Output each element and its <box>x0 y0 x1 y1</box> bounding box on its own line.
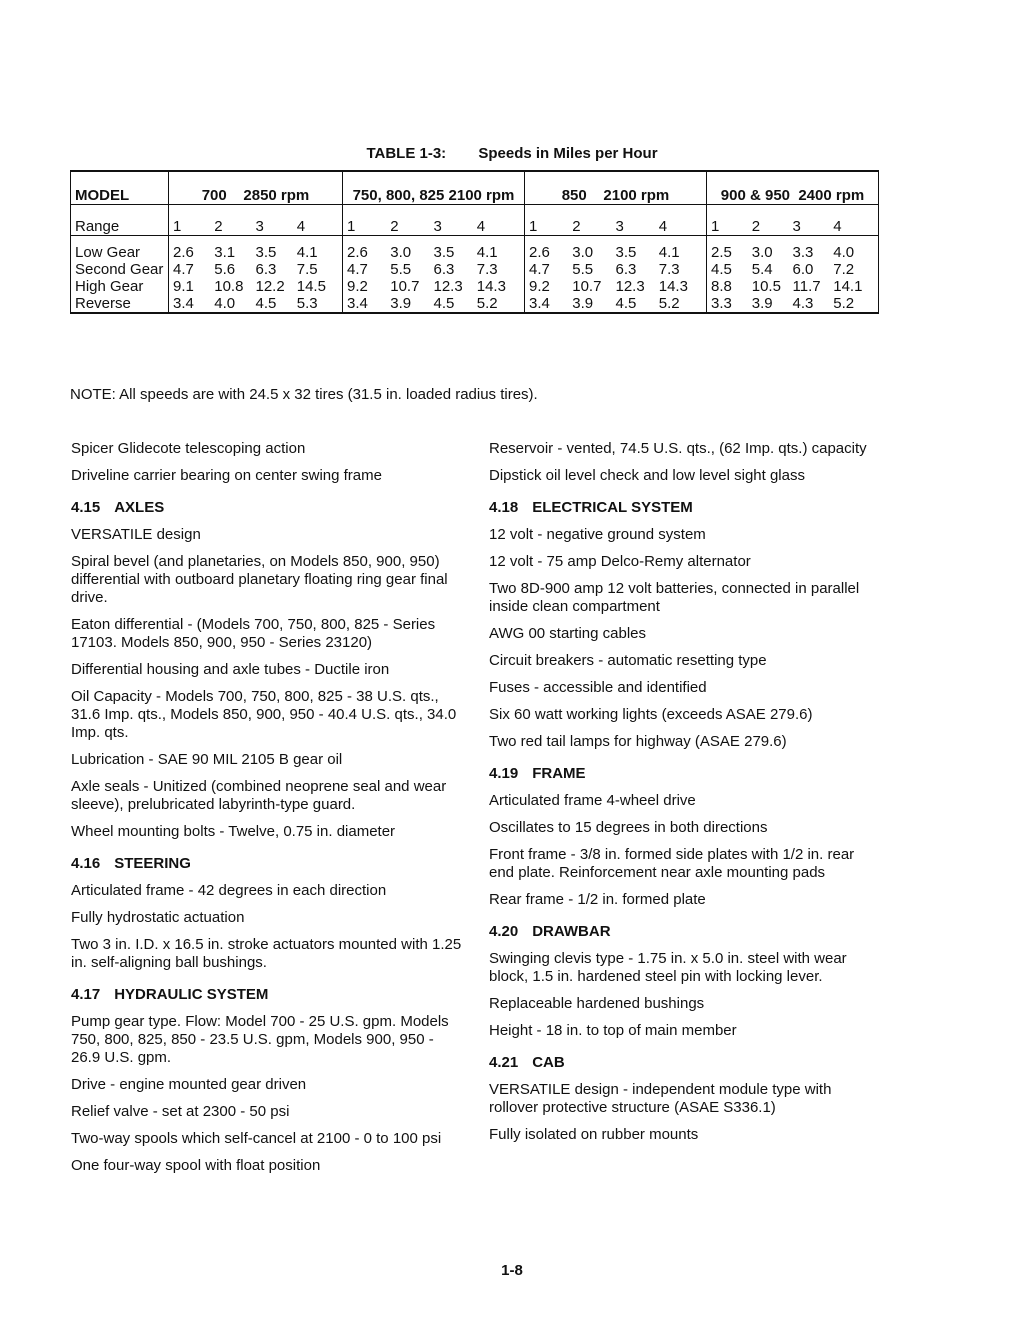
section-title: DRAWBAR <box>532 923 611 940</box>
paragraph: Fuses - accessible and identified <box>489 679 707 696</box>
value-group <box>343 244 525 261</box>
speed-value: 3.0 <box>751 244 773 261</box>
speed-value: 14.1 <box>833 278 863 295</box>
section-title: STEERING <box>114 855 191 872</box>
range-row <box>71 205 879 236</box>
speed-value: 3.9 <box>751 295 773 312</box>
speed-value: 5.2 <box>658 295 680 312</box>
section-heading <box>71 986 463 1004</box>
table-note: NOTE: All speeds are with 24.5 x 32 tires (31.5 in. loaded radius tires). <box>70 386 538 403</box>
paragraph: 12 volt - negative ground system <box>489 526 706 543</box>
paragraph: Circuit breakers - automatic resetting type <box>489 652 767 669</box>
speed-value: 4.7 <box>529 261 550 278</box>
range-value: 3 <box>792 218 801 235</box>
speeds-table <box>70 170 879 314</box>
section-title: AXLES <box>114 499 165 516</box>
speed-value: 4.5 <box>255 295 277 312</box>
paragraph: Replaceable hardened bushings <box>489 995 705 1012</box>
paragraph: Six 60 watt working lights (exceeds ASAE 279.6) <box>489 706 813 723</box>
range-group <box>525 205 707 236</box>
section-heading <box>71 855 463 873</box>
value-group <box>525 295 707 313</box>
speed-value: 5.2 <box>833 295 855 312</box>
paragraph: Height - 18 in. to top of main member <box>489 1022 737 1039</box>
speed-value: 4.0 <box>214 295 236 312</box>
speed-value: 7.5 <box>296 261 318 278</box>
speed-value: 3.5 <box>433 244 455 261</box>
speed-value: 3.4 <box>529 295 550 312</box>
range-group <box>707 205 879 236</box>
speed-value: 5.6 <box>214 261 236 278</box>
speed-value: 2.6 <box>529 244 550 261</box>
section-heading <box>71 499 463 517</box>
speed-value: 3.9 <box>390 295 412 312</box>
paragraph: Oil Capacity - Models 700, 750, 800, 825 - 38 U.S. qts., 31.6 Imp. qts., Models 850, 900, 950 - 40.4 U.S. qts., 34.0 Imp. qts. <box>71 688 457 741</box>
value-group <box>707 261 879 278</box>
speed-value: 4.0 <box>833 244 855 261</box>
section-heading <box>489 1054 881 1072</box>
range-value: 4 <box>658 218 668 235</box>
speed-value: 4.1 <box>476 244 498 261</box>
paragraph: Pump gear type. Flow: Model 700 - 25 U.S. gpm. Models 750, 800, 825, 850 - 23.5 U.S. gpm, Models 900, 950 - 26.9 U.S. gpm. <box>71 1013 449 1066</box>
column-header: 700 2850 rpm <box>169 171 343 205</box>
section-heading <box>489 923 881 941</box>
speed-value: 5.3 <box>296 295 318 312</box>
range-value: 1 <box>347 218 356 235</box>
speed-value: 9.1 <box>173 278 194 295</box>
paragraph: Lubrication - SAE 90 MIL 2105 B gear oil <box>71 751 343 768</box>
speed-value: 14.3 <box>476 278 506 295</box>
paragraph: Reservoir - vented, 74.5 U.S. qts., (62 Imp. qts.) capacity <box>489 440 867 457</box>
speed-value: 4.1 <box>296 244 318 261</box>
model-header: MODEL <box>71 171 169 205</box>
section-number: 4.16 <box>71 855 101 872</box>
value-group <box>707 278 879 295</box>
paragraph: Spiral bevel (and planetaries, on Models 850, 900, 950) differential with outboard planetary floating ring gear final drive. <box>71 553 448 606</box>
table-row <box>71 295 879 313</box>
column-header: 900 & 950 2400 rpm <box>707 171 879 205</box>
speed-value: 14.3 <box>658 278 688 295</box>
value-group <box>343 261 525 278</box>
paragraph: Fully isolated on rubber mounts <box>489 1126 699 1143</box>
section-number: 4.19 <box>489 765 519 782</box>
section-title: ELECTRICAL SYSTEM <box>532 499 693 516</box>
range-value: 3 <box>433 218 442 235</box>
value-group <box>169 244 343 261</box>
range-value: 3 <box>255 218 264 235</box>
speed-value: 4.7 <box>347 261 368 278</box>
value-group <box>169 278 343 295</box>
speed-value: 3.1 <box>214 244 236 261</box>
speed-value: 9.2 <box>529 278 550 295</box>
speed-value: 3.5 <box>615 244 637 261</box>
table-row <box>71 261 879 278</box>
paragraph: Articulated frame 4-wheel drive <box>489 792 696 809</box>
left-column <box>71 440 463 1184</box>
range-value: 2 <box>390 218 399 235</box>
value-group <box>169 295 343 313</box>
value-group <box>343 278 525 295</box>
speed-value: 5.5 <box>390 261 412 278</box>
section-number: 4.18 <box>489 499 519 516</box>
value-group <box>525 261 707 278</box>
speed-value: 4.5 <box>711 261 732 278</box>
value-group <box>169 261 343 278</box>
section-number: 4.15 <box>71 499 101 516</box>
speed-value: 2.6 <box>347 244 368 261</box>
speed-value: 3.0 <box>390 244 412 261</box>
speed-value: 5.5 <box>572 261 594 278</box>
paragraph: Eaton differential - (Models 700, 750, 800, 825 - Series 17103. Models 850, 900, 950 - Series 23120) <box>71 616 436 651</box>
range-value: 4 <box>296 218 306 235</box>
speed-value: 12.3 <box>433 278 463 295</box>
speed-value: 3.0 <box>572 244 594 261</box>
speed-value: 3.4 <box>347 295 368 312</box>
paragraph: Dipstick oil level check and low level sight glass <box>489 467 805 484</box>
column-header: 750, 800, 825 2100 rpm <box>343 171 525 205</box>
paragraph: Wheel mounting bolts - Twelve, 0.75 in. diameter <box>71 823 396 840</box>
section-number: 4.21 <box>489 1054 519 1071</box>
table-title <box>0 145 1024 162</box>
speed-value: 12.3 <box>615 278 645 295</box>
speed-value: 5.4 <box>751 261 773 278</box>
value-group <box>525 278 707 295</box>
value-group <box>343 295 525 313</box>
range-value: 1 <box>173 218 182 235</box>
table-row <box>71 278 879 295</box>
speed-value: 14.5 <box>296 278 326 295</box>
speed-value: 3.9 <box>572 295 594 312</box>
range-value: 4 <box>476 218 486 235</box>
paragraph: Two 3 in. I.D. x 16.5 in. stroke actuators mounted with 1.25 in. self-aligning ball bushings. <box>71 936 462 971</box>
right-column <box>489 440 881 1153</box>
row-label: Second Gear <box>71 261 169 278</box>
section-heading <box>489 499 881 517</box>
paragraph: Two red tail lamps for highway (ASAE 279.6) <box>489 733 787 750</box>
range-value: 4 <box>833 218 842 235</box>
range-value: 2 <box>572 218 581 235</box>
page-number: 1-8 <box>501 1262 523 1279</box>
range-value: 1 <box>711 218 720 235</box>
speed-value: 4.5 <box>433 295 455 312</box>
paragraph: Swinging clevis type - 1.75 in. x 5.0 in. steel with wear block, 1.5 in. hardened steel pin with locking lever. <box>489 950 847 985</box>
paragraph: Relief valve - set at 2300 - 50 psi <box>71 1103 290 1120</box>
speed-value: 7.3 <box>476 261 498 278</box>
range-value: 2 <box>751 218 761 235</box>
speed-value: 10.7 <box>390 278 420 295</box>
section-title: HYDRAULIC SYSTEM <box>114 986 269 1003</box>
value-group <box>525 244 707 261</box>
section-number: 4.20 <box>489 923 519 940</box>
speed-value: 2.6 <box>173 244 194 261</box>
speed-value: 10.7 <box>572 278 602 295</box>
speed-value: 3.3 <box>792 244 814 261</box>
paragraph: Two 8D-900 amp 12 volt batteries, connected in parallel inside clean compartment <box>489 580 860 615</box>
speed-value: 4.3 <box>792 295 814 312</box>
paragraph: Fully hydrostatic actuation <box>71 909 245 926</box>
speed-value: 8.8 <box>711 278 732 295</box>
section-heading <box>489 765 881 783</box>
paragraph: Articulated frame - 42 degrees in each direction <box>71 882 387 899</box>
speed-value: 9.2 <box>347 278 368 295</box>
paragraph: Oscillates to 15 degrees in both directions <box>489 819 768 836</box>
value-group <box>707 295 879 313</box>
paragraph: Axle seals - Unitized (combined neoprene seal and wear sleeve), prelubricated labyrinth-type guard. <box>71 778 447 813</box>
speed-value: 7.2 <box>833 261 855 278</box>
table-header-row <box>71 171 879 205</box>
speed-value: 6.3 <box>433 261 455 278</box>
speed-value: 4.7 <box>173 261 194 278</box>
speed-value: 5.2 <box>476 295 498 312</box>
paragraph: VERSATILE design <box>71 526 201 543</box>
speed-value: 7.3 <box>658 261 680 278</box>
speed-value: 6.0 <box>792 261 814 278</box>
range-header: Range <box>71 205 169 236</box>
table-row <box>71 244 879 261</box>
speed-value: 10.8 <box>214 278 244 295</box>
section-title: FRAME <box>532 765 586 782</box>
speed-value: 3.5 <box>255 244 277 261</box>
speed-value: 3.4 <box>173 295 194 312</box>
paragraph: Front frame - 3/8 in. formed side plates with 1/2 in. rear end plate. Reinforcement near axle mounting pads <box>489 846 855 881</box>
paragraph: Driveline carrier bearing on center swing frame <box>71 467 382 484</box>
paragraph: Spicer Glidecote telescoping action <box>71 440 306 457</box>
paragraph: Two-way spools which self-cancel at 2100 - 0 to 100 psi <box>71 1130 442 1147</box>
section-number: 4.17 <box>71 986 101 1003</box>
row-label: Reverse <box>71 295 169 313</box>
paragraph: VERSATILE design - independent module type with rollover protective structure (ASAE S336.1) <box>489 1081 832 1116</box>
paragraph: AWG 00 starting cables <box>489 625 647 642</box>
column-header: 850 2100 rpm <box>525 171 707 205</box>
range-group <box>169 205 343 236</box>
speed-value: 10.5 <box>751 278 781 295</box>
range-value: 2 <box>214 218 223 235</box>
speed-value: 4.1 <box>658 244 680 261</box>
paragraph: Rear frame - 1/2 in. formed plate <box>489 891 706 908</box>
section-title: CAB <box>532 1054 565 1071</box>
table-title-text: Speeds in Miles per Hour <box>478 145 658 162</box>
speed-value: 6.3 <box>615 261 637 278</box>
range-value: 1 <box>529 218 538 235</box>
paragraph: Differential housing and axle tubes - Ductile iron <box>71 661 390 678</box>
table-title-label: TABLE 1-3: <box>366 145 447 162</box>
row-label: High Gear <box>71 278 169 295</box>
paragraph: One four-way spool with float position <box>71 1157 321 1174</box>
range-value: 3 <box>615 218 624 235</box>
speed-value: 12.2 <box>255 278 285 295</box>
speed-value: 2.5 <box>711 244 732 261</box>
speed-value: 6.3 <box>255 261 277 278</box>
paragraph: 12 volt - 75 amp Delco-Remy alternator <box>489 553 751 570</box>
paragraph: Drive - engine mounted gear driven <box>71 1076 307 1093</box>
speed-value: 11.7 <box>792 278 821 295</box>
speed-value: 4.5 <box>615 295 637 312</box>
row-label: Low Gear <box>71 244 169 261</box>
range-group <box>343 205 525 236</box>
value-group <box>707 244 879 261</box>
speed-value: 3.3 <box>711 295 732 312</box>
